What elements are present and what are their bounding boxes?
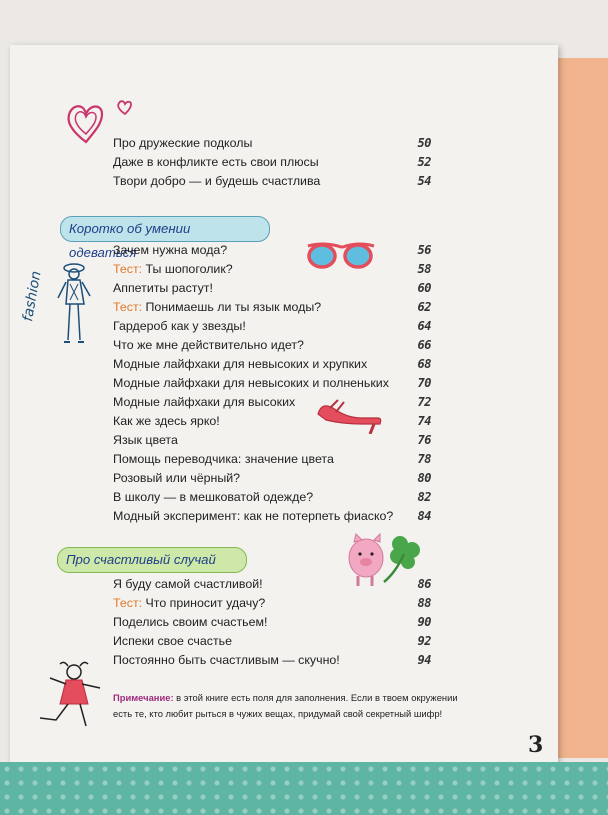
toc-entry-text: Поделись своим счастьем! <box>113 615 268 629</box>
toc-page-number: 80 <box>417 471 431 485</box>
toc-page-number: 58 <box>417 262 431 276</box>
toc-entry-text: Постоянно быть счастливым — скучно! <box>113 653 340 667</box>
toc-page-number: 68 <box>417 357 431 371</box>
toc-page-number: 72 <box>417 395 431 409</box>
test-prefix: Тест: <box>113 262 143 276</box>
dancing-girl-illustration <box>30 658 110 732</box>
footer-hearts-pattern <box>0 762 608 815</box>
toc-entry <box>113 594 431 613</box>
toc-entry-text: Твори добро — и будешь счастлива <box>113 174 321 188</box>
toc-entry-text: Язык цвета <box>113 433 178 447</box>
toc-page-number: 90 <box>417 615 431 629</box>
toc-entry-text: Что же мне действительно идет? <box>113 338 304 352</box>
toc-page-number: 86 <box>417 577 431 591</box>
page-number: 3 <box>528 732 544 758</box>
toc-entry-text: Модные лайфхаки для невысоких и полненьких <box>113 376 389 390</box>
toc-entry <box>113 374 431 393</box>
toc-page-number: 82 <box>417 490 431 504</box>
toc-page-number: 64 <box>417 319 431 333</box>
toc-entry-text: Что приносит удачу? <box>142 596 266 610</box>
toc-entry-text: Модные лайфхаки для высоких <box>113 395 296 409</box>
toc-page-number: 88 <box>417 596 431 610</box>
toc-entry-text: Как же здесь ярко! <box>113 414 220 428</box>
toc-entry-text: Про дружеские подколы <box>113 136 253 150</box>
toc-page-number: 62 <box>417 300 431 314</box>
note-label: Примечание: <box>113 692 174 703</box>
toc-entry <box>113 172 431 191</box>
toc-entry <box>113 260 431 279</box>
toc-entry-text: Даже в конфликте есть свои плюсы <box>113 155 319 169</box>
toc-page-number: 50 <box>417 136 431 150</box>
toc-entry <box>113 575 431 594</box>
fashion-handwritten-label: fashion <box>20 269 45 323</box>
toc-entry <box>113 336 431 355</box>
high-heel-shoe-icon <box>312 394 384 434</box>
toc-page-number: 74 <box>417 414 431 428</box>
toc-entry <box>113 241 431 260</box>
test-prefix: Тест: <box>113 596 143 610</box>
toc-entry-text: Я буду самой счастливой! <box>113 577 263 591</box>
section-heading-fashion: Коротко об умении одеваться <box>60 216 270 242</box>
toc-entry-text: Испеки свое счастье <box>113 634 232 648</box>
toc-entry-text: Розовый или чёрный? <box>113 471 241 485</box>
toc-entry-text: Аппетиты растут! <box>113 281 213 295</box>
toc-entry <box>113 613 431 632</box>
toc-entry <box>113 317 431 336</box>
toc-page-number: 78 <box>417 452 431 466</box>
toc-entry-text: Помощь переводчика: значение цвета <box>113 452 334 466</box>
toc-entry-text: Ты шопоголик? <box>142 262 233 276</box>
toc-entry <box>113 355 431 374</box>
toc-entry <box>113 134 431 153</box>
toc-entry <box>113 279 431 298</box>
toc-page-number: 54 <box>417 174 431 188</box>
toc-entry-text: Модный эксперимент: как не потерпеть фиаско? <box>113 509 394 523</box>
toc-page-number: 70 <box>417 376 431 390</box>
toc-page-number: 60 <box>417 281 431 295</box>
toc-entry-text: Модные лайфхаки для невысоких и хрупких <box>113 357 368 371</box>
toc-page-number: 94 <box>417 653 431 667</box>
toc-entry <box>113 488 431 507</box>
toc-entry <box>113 632 431 651</box>
toc-entry <box>113 298 431 317</box>
toc-page-number: 56 <box>417 243 431 257</box>
fashion-figure-illustration <box>40 258 102 358</box>
toc-page-number: 84 <box>417 509 431 523</box>
toc-entry-text: Зачем нужна мода? <box>113 243 228 257</box>
toc-entry-text: Гардероб как у звезды! <box>113 319 246 333</box>
toc-page-number: 76 <box>417 433 431 447</box>
toc-page-number: 52 <box>417 155 431 169</box>
toc-entry <box>113 450 431 469</box>
test-prefix: Тест: <box>113 300 143 314</box>
toc-entry <box>113 153 431 172</box>
toc-page-number: 66 <box>417 338 431 352</box>
toc-entry-text: Понимаешь ли ты язык моды? <box>142 300 322 314</box>
toc-entry <box>113 651 431 670</box>
toc-entry <box>113 469 431 488</box>
toc-entry-text: В школу — в мешковатой одежде? <box>113 490 314 504</box>
toc-page-number: 92 <box>417 634 431 648</box>
note-text: в этой книге есть поля для заполнения. Если в твоем окружении есть те, кто любит рыться в чужих вещах, придумай свой секретный шифр! <box>113 692 458 719</box>
note-paragraph <box>113 690 468 722</box>
section-heading-luck: Про счастливый случай <box>57 547 247 573</box>
